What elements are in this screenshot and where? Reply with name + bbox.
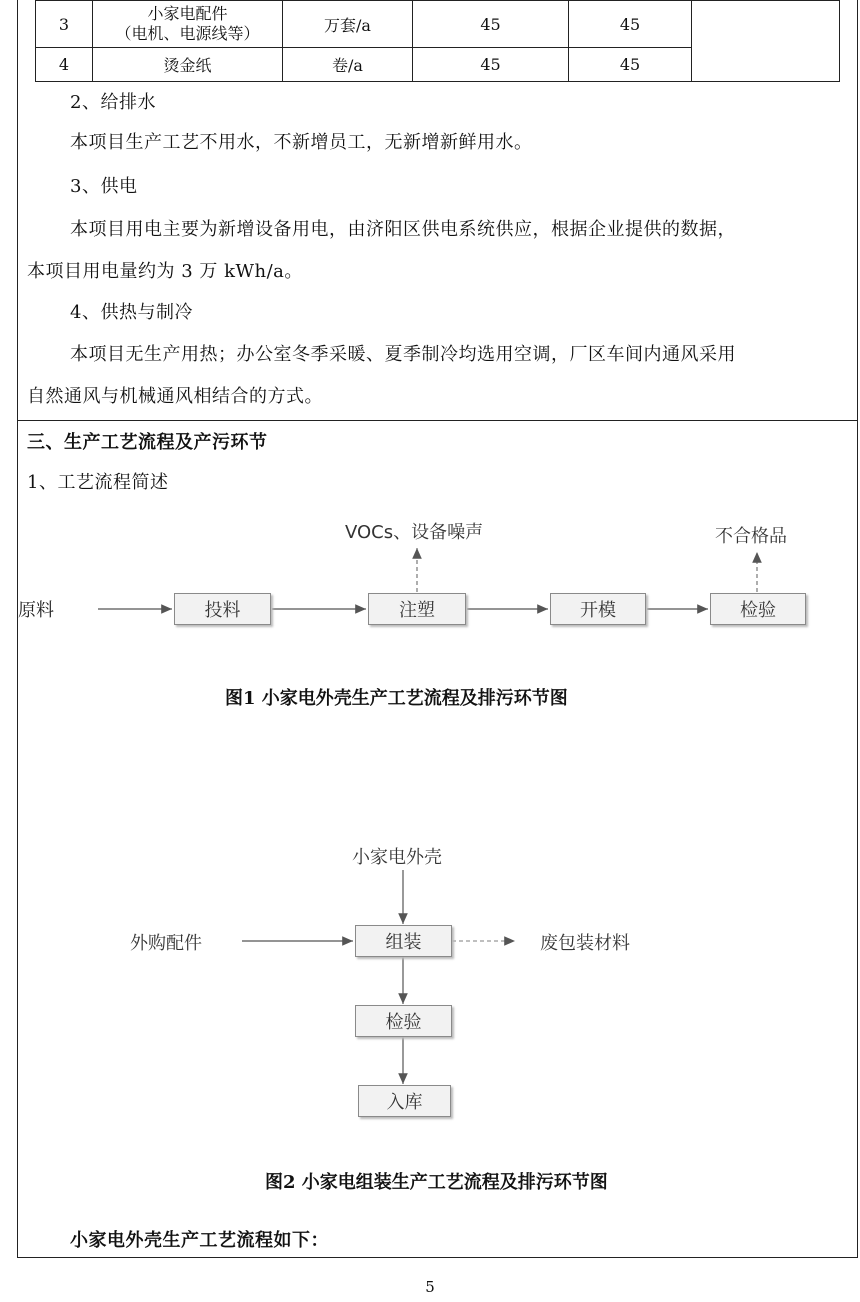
flow2-top-input: 小家电外壳	[352, 847, 442, 868]
flow2-step-store: 入库	[358, 1085, 451, 1117]
power-title: 3、供电	[70, 176, 138, 197]
row-name-line1: 小家电配件	[147, 4, 228, 23]
row-value-2: 45	[569, 48, 692, 82]
row-unit: 卷/a	[283, 48, 413, 82]
flow2-step-assemble: 组装	[355, 925, 452, 957]
power-text-line2: 本项目用电量约为 3 万 kWh/a。	[27, 261, 303, 282]
flow1-caption: 图1 小家电外壳生产工艺流程及排污环节图	[225, 688, 568, 709]
flow2-side-input: 外购配件	[130, 933, 202, 954]
closing-text: 小家电外壳生产工艺流程如下：	[70, 1230, 329, 1251]
row-no: 4	[36, 48, 93, 82]
water-text: 本项目生产工艺不用水，不新增员工，无新增新鲜用水。	[70, 132, 533, 153]
page-number: 5	[425, 1278, 435, 1296]
flow1-step-feed: 投料	[174, 593, 271, 625]
flow2-step-inspect: 检验	[355, 1005, 452, 1037]
flow1-step-demold: 开模	[550, 593, 646, 625]
flow1-emission-voc-noise: VOCs、设备噪声	[345, 522, 484, 543]
heat-text-line1: 本项目无生产用热；办公室冬季采暖、夏季制冷均选用空调，厂区车间内通风采用	[70, 344, 736, 365]
power-text-line1: 本项目用电主要为新增设备用电，由济阳区供电系统供应，根据企业提供的数据，	[70, 219, 736, 240]
row-value-2: 45	[569, 1, 692, 48]
flow2-waste: 废包装材料	[540, 933, 630, 954]
row-no: 3	[36, 1, 93, 48]
row-unit: 万套/a	[283, 1, 413, 48]
flow1-step-inspect: 检验	[710, 593, 806, 625]
row-name: 烫金纸	[93, 48, 283, 82]
process-subtitle: 1、工艺流程简述	[27, 472, 169, 493]
flow1-input: 原料	[18, 600, 54, 621]
process-section-title: 三、生产工艺流程及产污环节	[27, 432, 268, 453]
water-title: 2、给排水	[70, 92, 156, 113]
heat-text-line2: 自然通风与机械通风相结合的方式。	[27, 386, 323, 407]
flow1-step-injection: 注塑	[368, 593, 466, 625]
row-name-line2: （电机、电源线等）	[115, 24, 260, 43]
flow2-caption: 图2 小家电组装生产工艺流程及排污环节图	[265, 1172, 608, 1193]
heat-title: 4、供热与制冷	[70, 302, 193, 323]
row-value-1: 45	[413, 48, 569, 82]
row-value-1: 45	[413, 1, 569, 48]
flow1-emission-reject: 不合格品	[715, 526, 787, 547]
